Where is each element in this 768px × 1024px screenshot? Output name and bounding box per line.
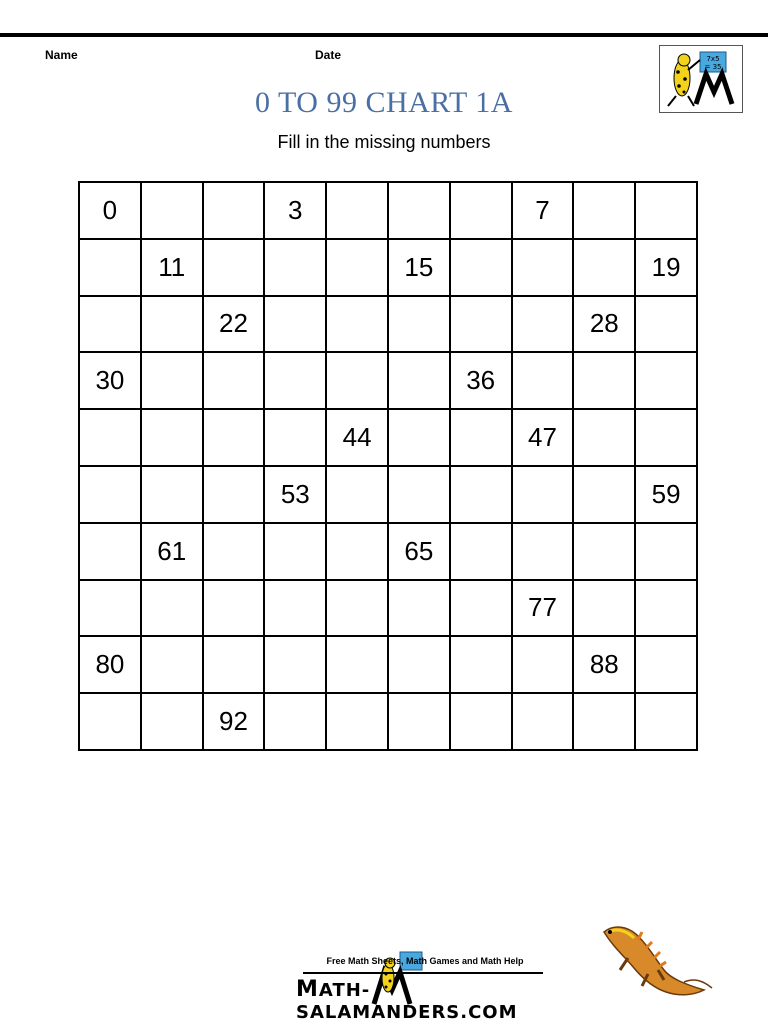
grid-cell-given: 44 [326, 409, 388, 466]
grid-cell-blank[interactable] [203, 352, 265, 409]
grid-cell-given: 88 [573, 636, 635, 693]
grid-cell-blank[interactable] [79, 296, 141, 353]
grid-cell-blank[interactable] [450, 182, 512, 239]
grid-cell-blank[interactable] [450, 636, 512, 693]
grid-cell-blank[interactable] [388, 296, 450, 353]
grid-row [79, 580, 697, 637]
grid-cell-blank[interactable] [79, 239, 141, 296]
grid-cell-blank[interactable] [573, 182, 635, 239]
grid-cell-blank[interactable] [635, 296, 697, 353]
grid-cell-given: 80 [79, 636, 141, 693]
grid-cell-blank[interactable] [203, 523, 265, 580]
grid-cell-blank[interactable] [450, 466, 512, 523]
grid-cell-blank[interactable] [450, 409, 512, 466]
grid-cell-given: 3 [264, 182, 326, 239]
grid-cell-blank[interactable] [203, 409, 265, 466]
grid-cell-given: 59 [635, 466, 697, 523]
grid-cell-blank[interactable] [326, 239, 388, 296]
grid-cell-given: 0 [79, 182, 141, 239]
grid-row [79, 352, 697, 409]
grid-cell-blank[interactable] [635, 580, 697, 637]
grid-cell-blank[interactable] [264, 580, 326, 637]
grid-cell-blank[interactable] [264, 352, 326, 409]
grid-cell-given: 47 [512, 409, 574, 466]
grid-cell-blank[interactable] [264, 296, 326, 353]
grid-cell-blank[interactable] [573, 693, 635, 750]
grid-cell-blank[interactable] [635, 636, 697, 693]
grid-cell-blank[interactable] [326, 352, 388, 409]
grid-cell-given: 11 [141, 239, 203, 296]
grid-cell-given: 15 [388, 239, 450, 296]
grid-cell-blank[interactable] [512, 296, 574, 353]
grid-cell-blank[interactable] [264, 239, 326, 296]
grid-cell-blank[interactable] [326, 296, 388, 353]
grid-cell-given: 19 [635, 239, 697, 296]
top-rule [0, 33, 768, 37]
grid-row [79, 693, 697, 750]
number-chart-grid [78, 181, 698, 751]
grid-cell-blank[interactable] [141, 352, 203, 409]
grid-cell-blank[interactable] [388, 409, 450, 466]
logo-board-text-bottom: = 35 [704, 63, 722, 71]
grid-cell-blank[interactable] [79, 409, 141, 466]
salamander-illustration [598, 918, 718, 1000]
grid-cell-blank[interactable] [326, 580, 388, 637]
grid-cell-blank[interactable] [326, 523, 388, 580]
grid-row [79, 239, 697, 296]
grid-cell-blank[interactable] [450, 580, 512, 637]
grid-cell-given: 65 [388, 523, 450, 580]
grid-cell-blank[interactable] [326, 693, 388, 750]
footer-brand [296, 977, 556, 1023]
grid-cell-blank[interactable] [203, 580, 265, 637]
grid-cell-blank[interactable] [635, 409, 697, 466]
grid-cell-blank[interactable] [141, 296, 203, 353]
grid-cell-blank[interactable] [573, 409, 635, 466]
grid-cell-blank[interactable] [141, 636, 203, 693]
grid-row [79, 409, 697, 466]
grid-cell-given: 30 [79, 352, 141, 409]
grid-cell-blank[interactable] [141, 182, 203, 239]
grid-cell-blank[interactable] [512, 636, 574, 693]
grid-cell-blank[interactable] [635, 523, 697, 580]
footer-divider [303, 972, 543, 974]
grid-row [79, 296, 697, 353]
instructions: Fill in the missing numbers [277, 132, 491, 152]
grid-cell-blank[interactable] [203, 182, 265, 239]
grid-cell-blank[interactable] [512, 466, 574, 523]
grid-cell-blank[interactable] [388, 636, 450, 693]
grid-cell-given: 61 [141, 523, 203, 580]
grid-cell-blank[interactable] [512, 693, 574, 750]
grid-cell-blank[interactable] [635, 693, 697, 750]
grid-cell-blank[interactable] [264, 693, 326, 750]
grid-cell-blank[interactable] [573, 239, 635, 296]
page-title: 0 TO 99 CHART 1A [255, 86, 513, 119]
grid-row [79, 182, 697, 239]
grid-cell-blank[interactable] [635, 182, 697, 239]
grid-row [79, 466, 697, 523]
grid-cell-given: 7 [512, 182, 574, 239]
grid-cell-blank[interactable] [79, 523, 141, 580]
grid-cell-blank[interactable] [79, 580, 141, 637]
grid-cell-blank[interactable] [264, 523, 326, 580]
grid-cell-blank[interactable] [450, 296, 512, 353]
logo-board-text-top: 7x5 [706, 55, 720, 63]
grid-cell-given: 28 [573, 296, 635, 353]
grid-cell-blank[interactable] [203, 466, 265, 523]
grid-cell-blank[interactable] [450, 693, 512, 750]
grid-cell-blank[interactable] [388, 466, 450, 523]
grid-cell-blank[interactable] [388, 352, 450, 409]
grid-cell-blank[interactable] [635, 352, 697, 409]
grid-cell-blank[interactable] [264, 409, 326, 466]
grid-cell-given: 53 [264, 466, 326, 523]
footer-brand-text: ATH-SALAMANDERS.COM [296, 980, 518, 1023]
grid-cell-blank[interactable] [450, 239, 512, 296]
date-label: Date [315, 48, 342, 62]
grid-cell-blank[interactable] [450, 523, 512, 580]
grid-cell-blank[interactable] [79, 466, 141, 523]
grid-cell-given: 22 [203, 296, 265, 353]
grid-cell-blank[interactable] [264, 636, 326, 693]
grid-cell-blank[interactable] [326, 466, 388, 523]
grid-cell-blank[interactable] [388, 580, 450, 637]
grid-cell-blank[interactable] [573, 352, 635, 409]
grid-cell-blank[interactable] [203, 239, 265, 296]
grid-cell-blank[interactable] [388, 693, 450, 750]
grid-cell-blank[interactable] [573, 466, 635, 523]
footer-brand-initial: M [296, 977, 319, 1002]
grid-cell-blank[interactable] [512, 239, 574, 296]
grid-cell-blank[interactable] [141, 693, 203, 750]
grid-cell-blank[interactable] [326, 636, 388, 693]
grid-cell-blank[interactable] [573, 580, 635, 637]
grid-cell-blank[interactable] [573, 523, 635, 580]
grid-row [79, 636, 697, 693]
grid-cell-blank[interactable] [203, 636, 265, 693]
grid-row [79, 523, 697, 580]
grid-cell-blank[interactable] [79, 693, 141, 750]
footer-tagline: Free Math Sheets, Math Games and Math Help [326, 956, 524, 966]
grid-cell-given: 36 [450, 352, 512, 409]
name-label: Name [45, 48, 78, 62]
grid-cell-blank[interactable] [141, 409, 203, 466]
grid-cell-blank[interactable] [512, 352, 574, 409]
grid-cell-blank[interactable] [512, 523, 574, 580]
grid-cell-given: 77 [512, 580, 574, 637]
grid-cell-blank[interactable] [141, 466, 203, 523]
grid-cell-given: 92 [203, 693, 265, 750]
grid-cell-blank[interactable] [388, 182, 450, 239]
grid-cell-blank[interactable] [326, 182, 388, 239]
grid-cell-blank[interactable] [141, 580, 203, 637]
